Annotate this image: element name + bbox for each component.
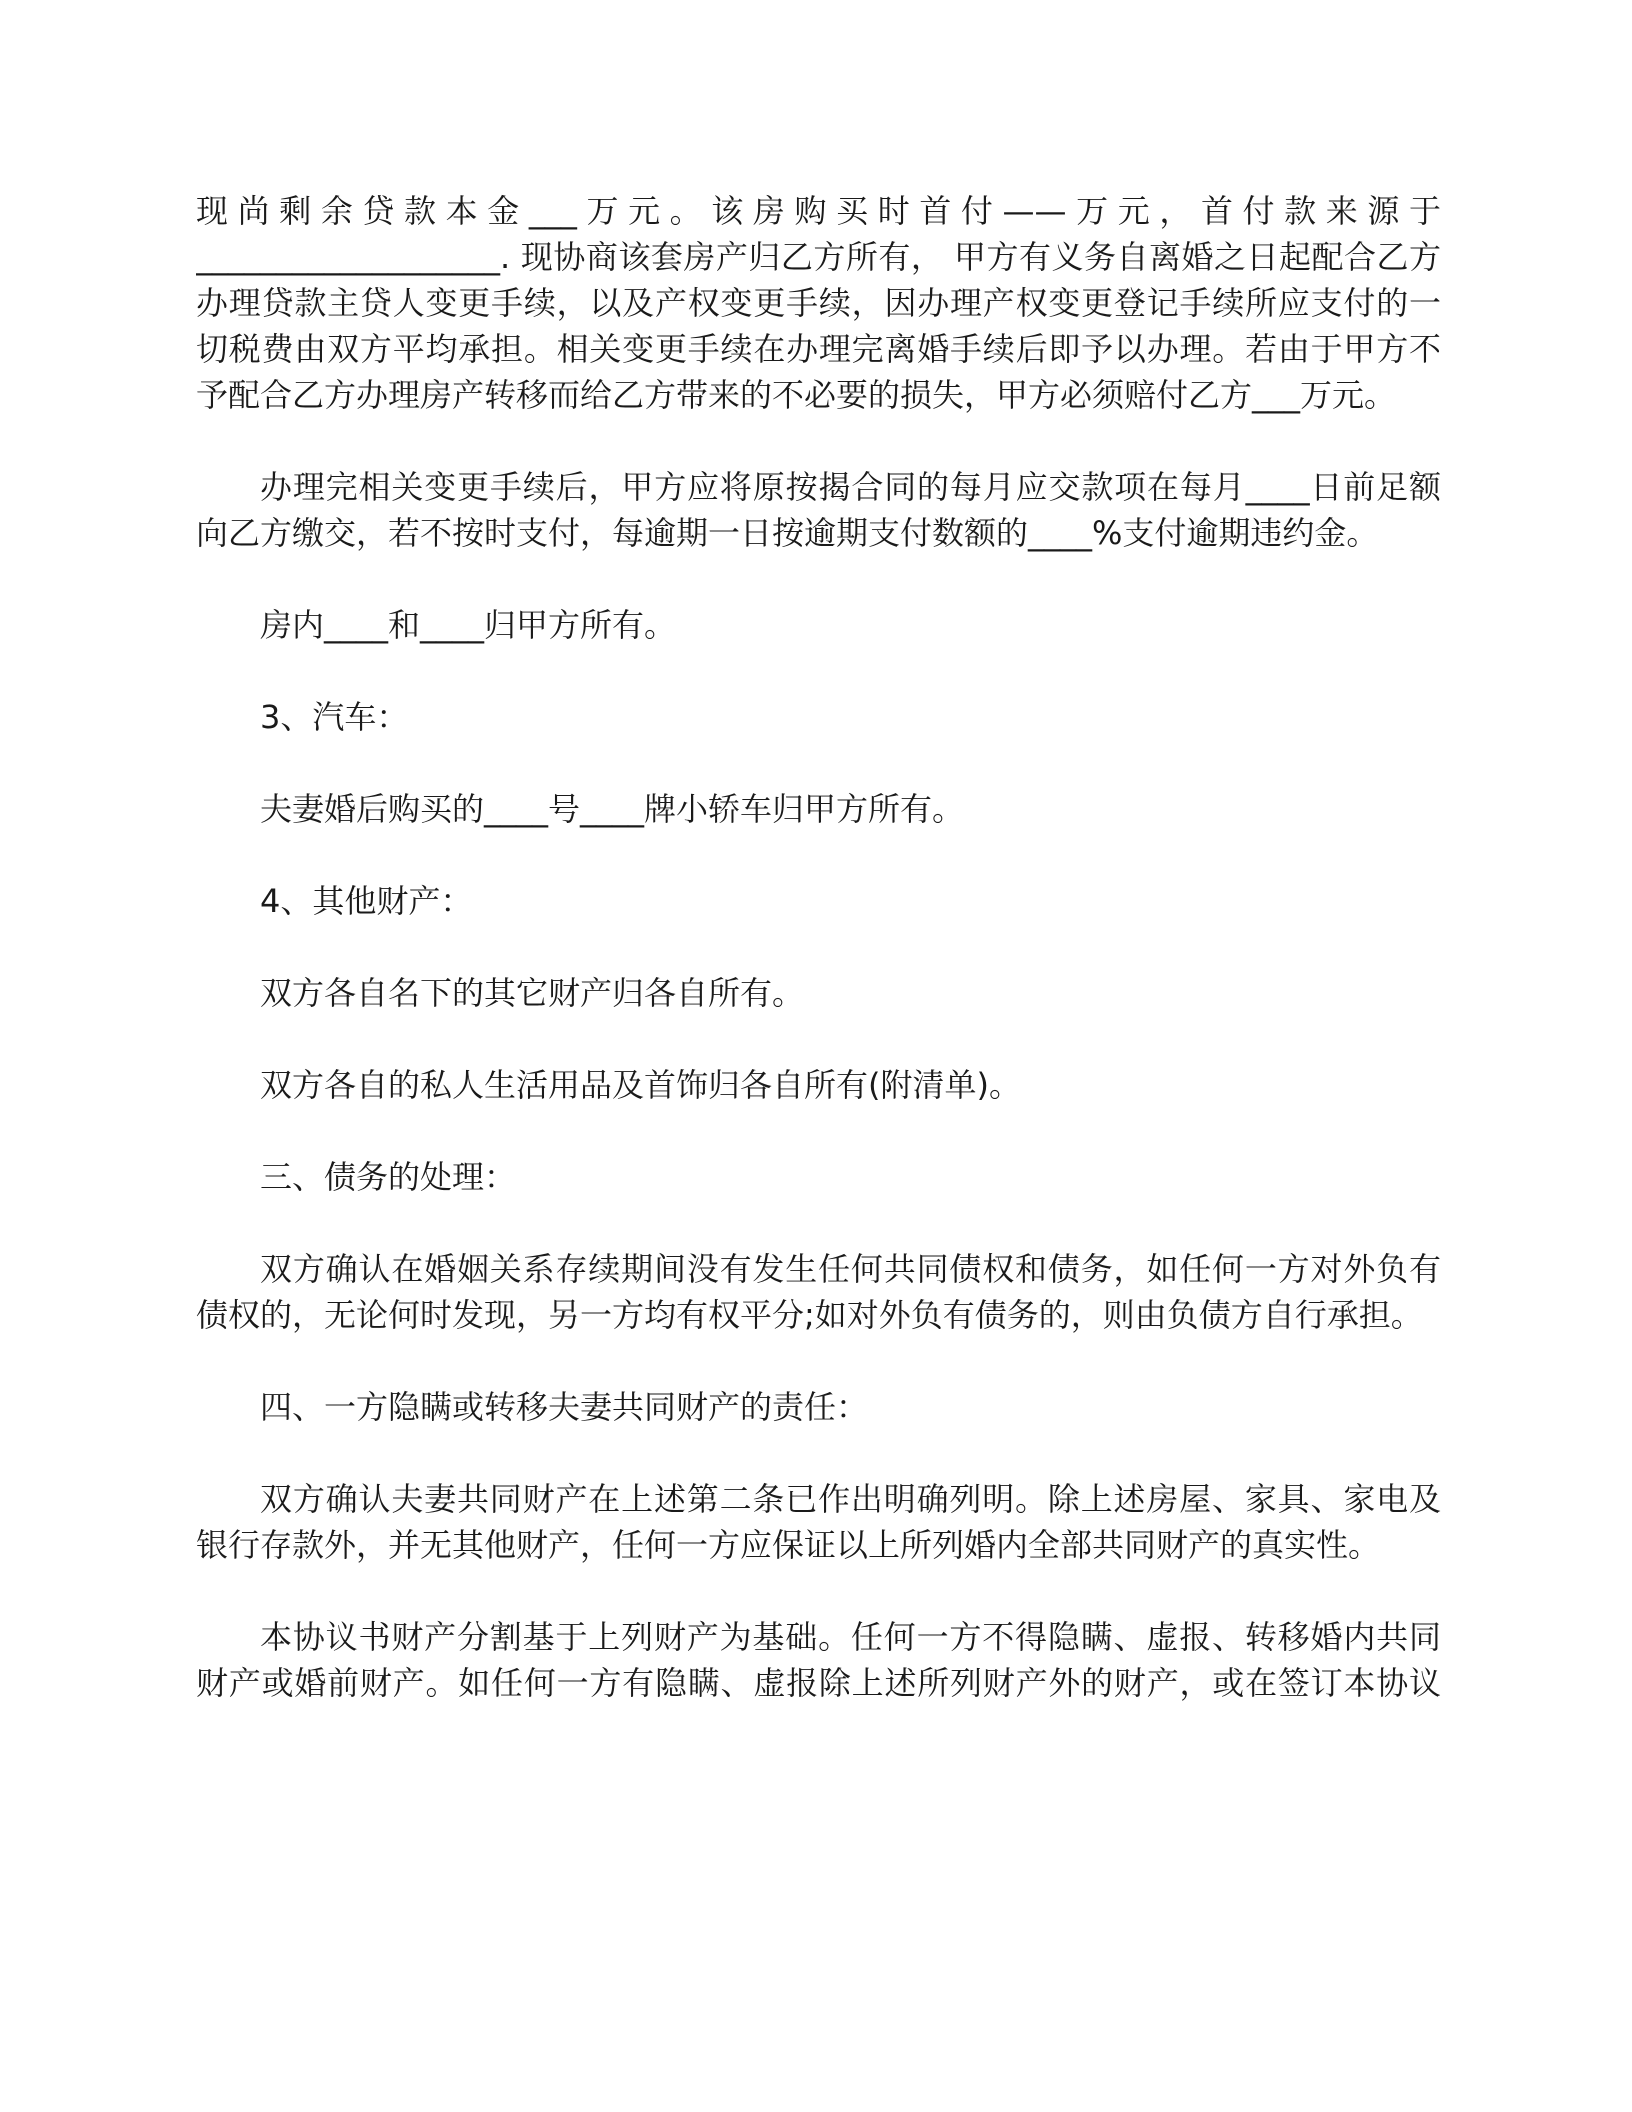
paragraph-car-detail — [196, 786, 1441, 832]
paragraph-debt-detail — [196, 1246, 1441, 1338]
text-line: 予配合乙方办理房产转移而给乙方带来的不必要的损失，甲方必须赔付乙方___万元。 — [196, 376, 1397, 414]
text-line: 现尚剩余贷款本金___万元。该房购买时首付——万元，首付款来源于 — [196, 192, 1441, 230]
concealment-heading — [196, 1384, 1441, 1430]
text-line: 夫妻婚后购买的____号____牌小轿车归甲方所有。 — [260, 790, 965, 828]
text-line: 办理完相关变更手续后，甲方应将原按揭合同的每月应交款项在每月____日前足额 — [260, 468, 1441, 506]
paragraph-concealment-detail-2 — [196, 1614, 1441, 1706]
other-property-heading — [196, 878, 1441, 924]
text-line: 双方确认夫妻共同财产在上述第二条已作出明确列明。除上述房屋、家具、家电及 — [260, 1480, 1441, 1518]
debt-heading — [196, 1154, 1441, 1200]
text-line: ___________________. 现协商该套房产归乙方所有， 甲方有义务自离婚之日起配合乙方 — [196, 238, 1441, 276]
text-line: 双方确认在婚姻关系存续期间没有发生任何共同债权和债务，如任何一方对外负有 — [260, 1250, 1441, 1288]
section-heading: 四、一方隐瞒或转移夫妻共同财产的责任： — [260, 1388, 869, 1426]
text-line: 本协议书财产分割基于上列财产为基础。任何一方不得隐瞒、虚报、转移婚内共同 — [260, 1618, 1441, 1656]
text-line: 向乙方缴交，若不按时支付，每逾期一日按逾期支付数额的____%支付逾期违约金。 — [196, 514, 1379, 552]
paragraph-concealment-detail-1 — [196, 1476, 1441, 1568]
document-page — [196, 188, 1441, 1706]
paragraph-other-property-1 — [196, 970, 1441, 1016]
car-heading — [196, 694, 1441, 740]
text-line: 双方各自名下的其它财产归各自所有。 — [260, 974, 805, 1012]
paragraph-other-property-2 — [196, 1062, 1441, 1108]
section-heading: 3、汽车： — [260, 698, 409, 736]
paragraph-house-transfer — [196, 188, 1441, 418]
text-line: 银行存款外，并无其他财产，任何一方应保证以上所列婚内全部共同财产的真实性。 — [196, 1526, 1381, 1564]
paragraph-house-items — [196, 602, 1441, 648]
text-line: 办理贷款主贷人变更手续，以及产权变更手续，因办理产权变更登记手续所应支付的一 — [196, 284, 1441, 322]
text-line: 切税费由双方平均承担。相关变更手续在办理完离婚手续后即予以办理。若由于甲方不 — [196, 330, 1441, 368]
text-line: 债权的，无论何时发现，另一方均有权平分;如对外负有债务的，则由负债方自行承担。 — [196, 1296, 1423, 1334]
text-line: 房内____和____归甲方所有。 — [260, 606, 677, 644]
section-heading: 4、其他财产： — [260, 882, 473, 920]
text-line: 双方各自的私人生活用品及首饰归各自所有(附清单)。 — [260, 1066, 1021, 1104]
text-line: 财产或婚前财产。如任何一方有隐瞒、虚报除上述所列财产外的财产，或在签订本协议 — [196, 1664, 1441, 1702]
paragraph-mortgage-payment — [196, 464, 1441, 556]
section-heading: 三、债务的处理： — [260, 1158, 517, 1196]
